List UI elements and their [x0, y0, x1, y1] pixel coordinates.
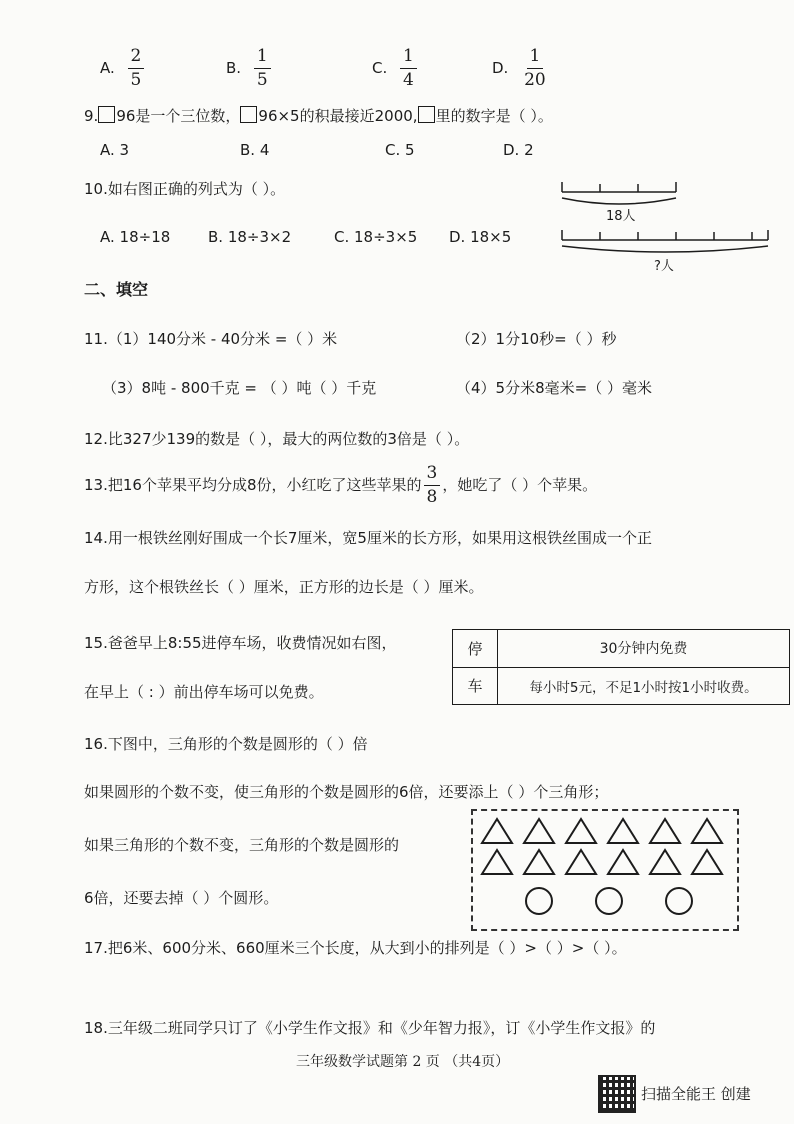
q11-part2: （2）1分10秒=（ ）秒 [456, 330, 617, 348]
circle-shape [666, 888, 692, 914]
triangle-shape [524, 850, 554, 874]
q16-line3: 如果三角形的个数不变，三角形的个数是圆形的 [84, 836, 400, 854]
table-head-bottom: 车 [453, 667, 498, 705]
q8-option-a: A. $\frac{2}{5}$ [100, 48, 144, 89]
triangle-shape [608, 819, 638, 843]
q16-line4: 6倍，还要去掉（ ）个圆形。 [84, 889, 279, 907]
table-row-1: 30分钟内免费 [498, 630, 790, 668]
fraction: $\frac{1}{20}$ [524, 46, 546, 90]
q14-line1: 14.用一根铁丝刚好围成一个长7厘米，宽5厘米的长方形，如果用这根铁丝围成一个正 [84, 529, 652, 547]
triangle-shape [608, 850, 638, 874]
triangle-shape [692, 850, 722, 874]
triangle-shape [566, 850, 596, 874]
q15-line1: 15.爸爸早上8:55进停车场，收费情况如右图， [84, 634, 397, 652]
q14-line2: 方形，这个根铁丝长（ ）厘米，正方形的边长是（ ）厘米。 [84, 578, 484, 596]
question-10: 10.如右图正确的列式为（ ）。 [84, 180, 286, 198]
fraction: $\frac{1}{5}$ [254, 48, 271, 89]
circle-shape [596, 888, 622, 914]
diagram-top-label: 18人 [606, 209, 636, 224]
q16-line1: 16.下图中，三角形的个数是圆形的（ ）倍 [84, 735, 368, 753]
q11-part4: （4）5分米8毫米=（ ）毫米 [456, 379, 652, 397]
q16-line2: 如果圆形的个数不变，使三角形的个数是圆形的6倍，还要添上（ ）个三角形； [84, 783, 609, 801]
parking-fee-table [452, 629, 790, 705]
blank-box [98, 106, 115, 123]
q9-option-a: A. 3 [100, 141, 130, 159]
question-9: 9. 96是一个三位数， 96×5的积最接近2000, 里的数字是（ ）。 [84, 107, 553, 125]
circle-shape [526, 888, 552, 914]
q10-option-b: B. 18÷3×2 [208, 228, 292, 246]
fraction: $\frac{1}{4}$ [400, 48, 417, 89]
triangle-shape [482, 850, 512, 874]
q11-part1: 11.（1）140分米 - 40分米 =（ ）米 [84, 330, 338, 348]
blank-box [240, 106, 257, 123]
qr-code-icon [598, 1075, 636, 1113]
shapes-figure [471, 809, 739, 931]
question-18: 18.三年级二班同学只订了《小学生作文报》和《少年智力报》，订《小学生作文报》的 [84, 1019, 656, 1037]
shapes-svg [473, 811, 737, 929]
table-row-2: 每小时5元，不足1小时按1小时收费。 [498, 667, 790, 705]
q9-option-c: C. 5 [385, 141, 415, 159]
question-12: 12.比327少139的数是（ ），最大的两位数的3倍是（ ）。 [84, 430, 470, 448]
scanner-watermark: 扫描全能王 创建 [641, 1085, 751, 1103]
table-head-top: 停 [453, 630, 498, 668]
triangle-shape [650, 850, 680, 874]
q10-option-d: D. 18×5 [449, 228, 512, 246]
q11-part3: （3）8吨 - 800千克 = （ ）吨（ ）千克 [102, 379, 377, 397]
segment-diagram [556, 170, 776, 280]
triangle-shape [482, 819, 512, 843]
question-17: 17.把6米、600分米、660厘米三个长度，从大到小的排列是（ ）>（ ）>（ ）。 [84, 939, 627, 957]
page-footer: 三年级数学试题第 2 页 （共4页） [296, 1054, 510, 1070]
q15-line2: 在早上（ : ）前出停车场可以免费。 [84, 683, 324, 701]
triangle-shape [692, 819, 722, 843]
fraction: $\frac{3}{8}$ [424, 465, 441, 506]
q9-option-b: B. 4 [240, 141, 270, 159]
q10-option-a: A. 18÷18 [100, 228, 171, 246]
section-title: 二、填空 [84, 280, 149, 299]
q8-option-d: D. $\frac{1}{20}$ [492, 48, 549, 89]
fraction: $\frac{2}{5}$ [128, 48, 145, 89]
q8-option-c: C. $\frac{1}{4}$ [372, 48, 417, 89]
triangle-shape [650, 819, 680, 843]
triangle-shape [566, 819, 596, 843]
q10-option-c: C. 18÷3×5 [334, 228, 418, 246]
q8-option-b: B. $\frac{1}{5}$ [226, 48, 271, 89]
blank-box [418, 106, 435, 123]
question-13: 13.把16个苹果平均分成8份，小红吃了这些苹果的 $\frac{3}{8}$ ，她吃了（ ）个苹果。 [84, 463, 598, 507]
q9-option-d: D. 2 [503, 141, 534, 159]
diagram-bottom-label: ?人 [654, 259, 674, 274]
triangle-shape [524, 819, 554, 843]
